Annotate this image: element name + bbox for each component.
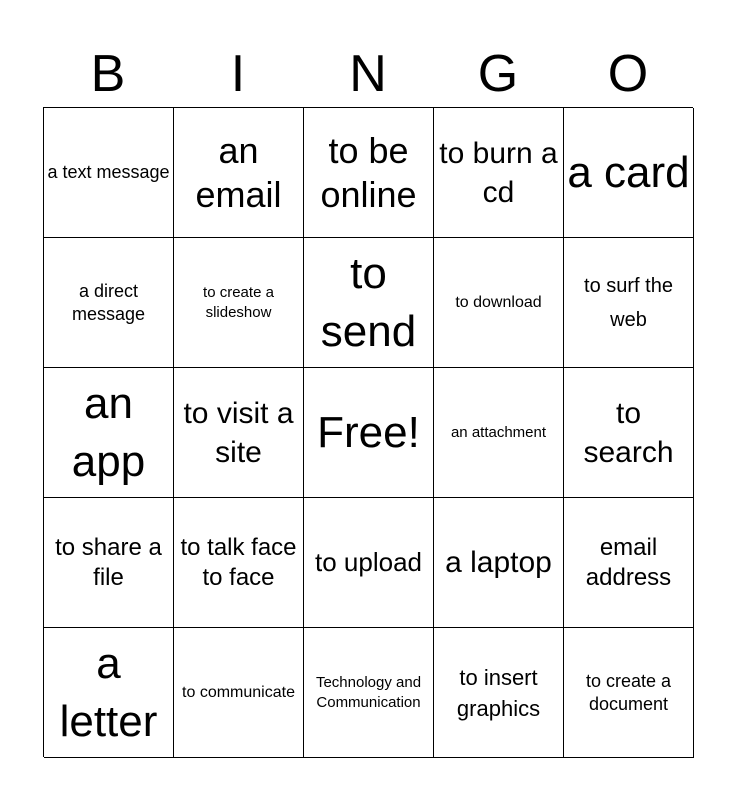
bingo-cell[interactable] [434, 498, 564, 628]
cell-text: an app [71, 378, 146, 486]
bingo-cell[interactable] [44, 628, 174, 758]
cell-text: a direct message [71, 280, 146, 324]
header-letter-n: N [349, 45, 387, 103]
cell-text: to upload [315, 547, 422, 577]
cell-text: to be online [320, 129, 417, 215]
bingo-cell[interactable] [564, 238, 694, 368]
free-space[interactable] [304, 368, 434, 498]
bingo-cell[interactable] [174, 628, 304, 758]
bingo-cell[interactable] [304, 628, 434, 758]
cell-text: to create a slideshow [203, 283, 274, 321]
header-letter-i: I [230, 45, 246, 103]
bingo-cell[interactable] [564, 368, 694, 498]
cell-text: to communicate [182, 684, 295, 701]
bingo-cell[interactable] [434, 108, 564, 238]
bingo-cell[interactable] [174, 368, 304, 498]
cell-text: to create a document [585, 670, 672, 714]
cell-text: to burn a cd [439, 136, 558, 209]
cell-text: to send [320, 248, 417, 356]
cell-text: email address [585, 533, 672, 591]
bingo-cell[interactable] [174, 238, 304, 368]
bingo-cell[interactable] [304, 108, 434, 238]
cell-text: to share a file [55, 533, 162, 591]
cell-text: Free! [317, 407, 420, 457]
bingo-cell[interactable] [564, 628, 694, 758]
cell-text: to search [583, 396, 674, 469]
cell-text: a laptop [445, 546, 552, 579]
cell-text: to download [455, 294, 542, 311]
header-letter-g: G [477, 45, 519, 103]
bingo-cell[interactable] [174, 498, 304, 628]
cell-text: to surf the web [584, 274, 673, 331]
cell-text: an email [195, 129, 282, 215]
cell-text: to talk face to face [180, 533, 297, 591]
cell-text: an attachment [450, 423, 547, 441]
cell-text: a card [567, 147, 690, 197]
cell-text: to insert graphics [456, 664, 541, 721]
cell-text: a letter [59, 638, 158, 746]
bingo-header [43, 40, 693, 108]
bingo-cell[interactable] [434, 238, 564, 368]
header-letter-b: B [90, 45, 126, 103]
bingo-cell[interactable] [564, 108, 694, 238]
bingo-board [43, 107, 693, 757]
bingo-cell[interactable] [434, 628, 564, 758]
bingo-cell[interactable] [304, 498, 434, 628]
bingo-cell[interactable] [304, 238, 434, 368]
cell-text: Technology and Communication [315, 673, 422, 711]
bingo-cell[interactable] [434, 368, 564, 498]
header-letter-o: O [607, 45, 649, 103]
bingo-cell[interactable] [564, 498, 694, 628]
bingo-cell[interactable] [44, 368, 174, 498]
bingo-cell[interactable] [44, 108, 174, 238]
cell-text: a text message [47, 162, 170, 182]
bingo-cell[interactable] [44, 238, 174, 368]
bingo-cell[interactable] [44, 498, 174, 628]
cell-text: to visit a site [183, 396, 294, 469]
bingo-cell[interactable] [174, 108, 304, 238]
